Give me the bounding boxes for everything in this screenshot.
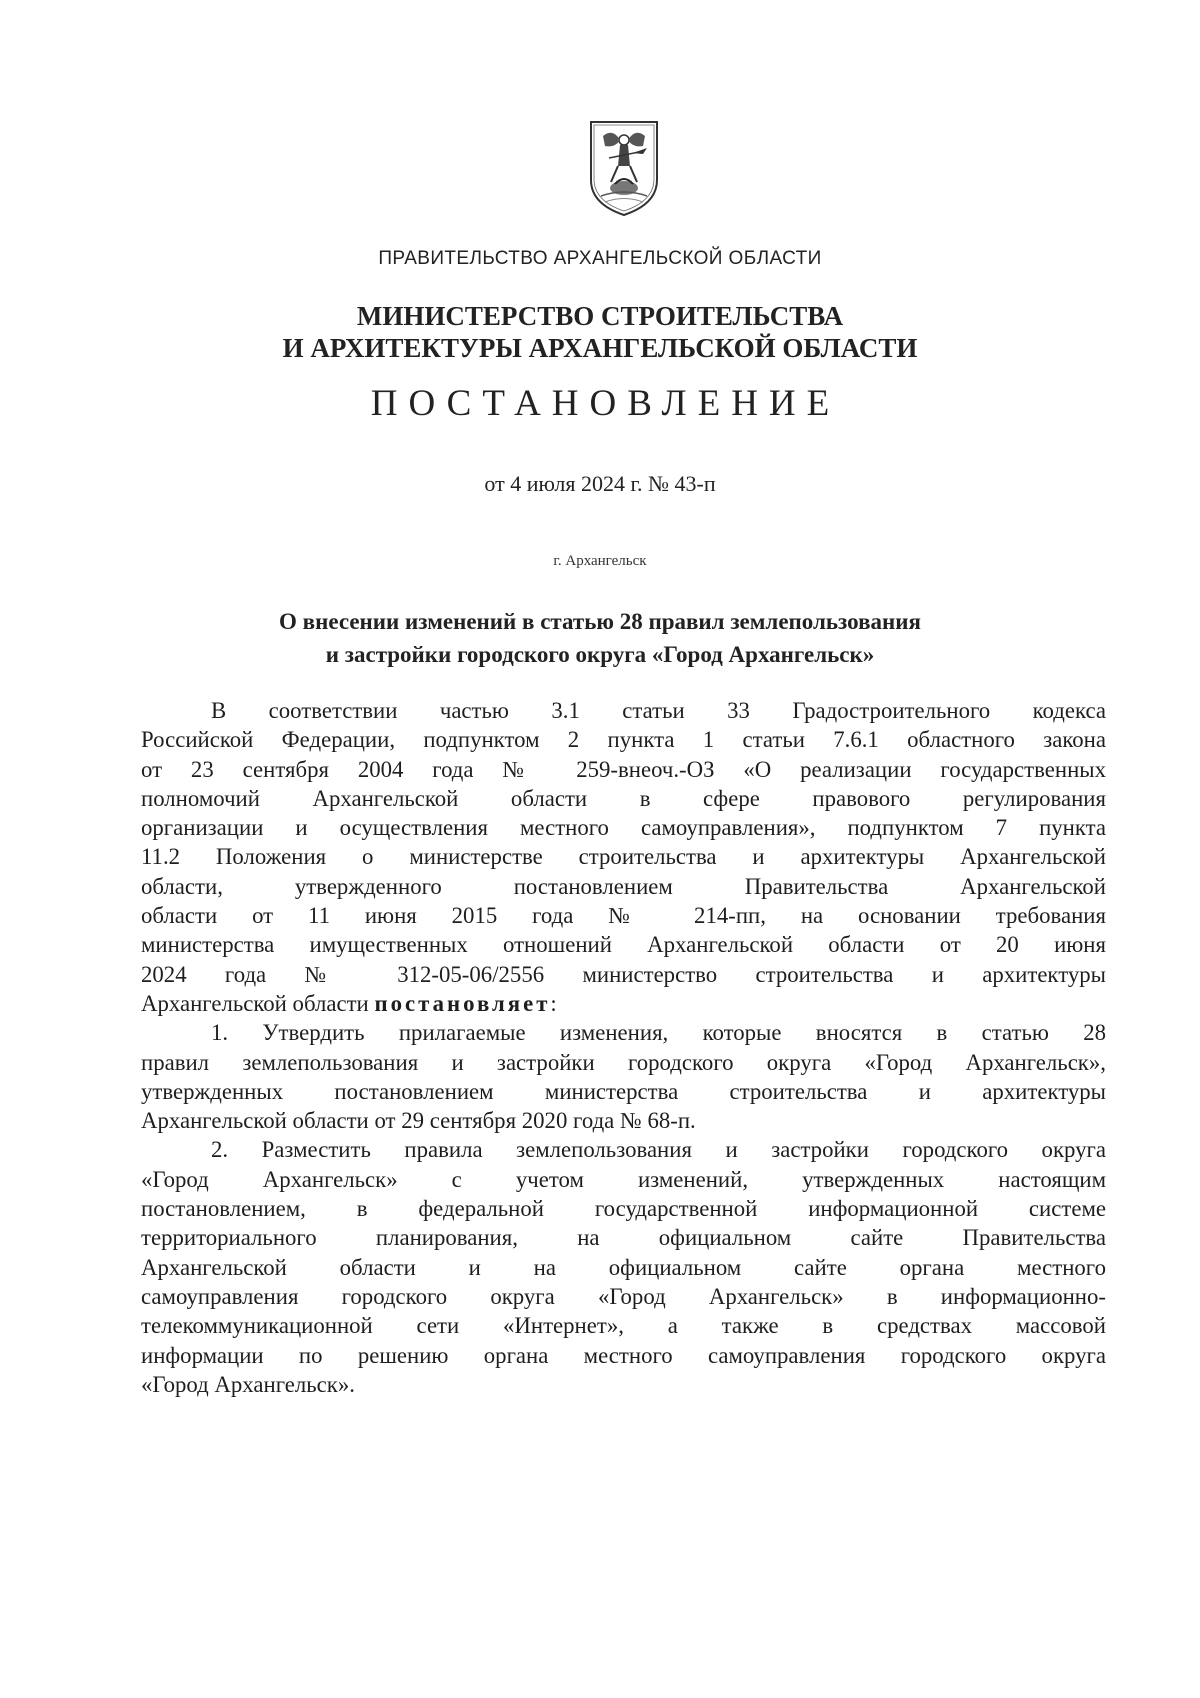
- subject-line2: и застройки городского округа «Город Архангельск»: [325, 642, 875, 667]
- resolves-suffix: :: [550, 990, 557, 1016]
- text-line: от 23 сентября 2004 года № 259-внеоч.-ОЗ «О реализации государственных: [141, 756, 1106, 782]
- text-line: «Город Архангельск».: [141, 1371, 355, 1397]
- text-line: правил землепользования и застройки городского округа «Город Архангельск»,: [141, 1049, 1106, 1075]
- government-name: ПРАВИТЕЛЬСТВО АРХАНГЕЛЬСКОЙ ОБЛАСТИ: [378, 248, 822, 269]
- preamble-paragraph: [141, 696, 1106, 1018]
- resolves-word: постановляет: [374, 990, 551, 1016]
- text-line: В соответствии частью 3.1 статьи 33 Градостроительного кодекса: [211, 698, 1106, 723]
- subject-line1: О внесении изменений в статью 28 правил землепользования: [279, 609, 921, 634]
- item-1-paragraph: [141, 1018, 1106, 1135]
- document-body: [141, 696, 1106, 1399]
- text-line: 2024 года № 312-05-06/2556 министерство строительства и архитектуры: [141, 961, 1106, 987]
- text-line: организации и осуществления местного самоуправления», подпунктом 7 пункта: [141, 815, 1106, 841]
- item-2-paragraph: [141, 1135, 1106, 1399]
- text-line: информации по решению органа местного самоуправления городского округа: [141, 1342, 1106, 1368]
- text-line: 1. Утвердить прилагаемые изменения, которые вносятся в статью 28: [211, 1020, 1106, 1046]
- text-line: Архангельской области от 29 сентября 2020 года № 68-п.: [141, 1108, 696, 1134]
- document-subject: [0, 605, 1200, 671]
- text-line-resolves: [141, 989, 1106, 1018]
- text-line: 2. Разместить правила землепользования и застройки городского округа: [211, 1137, 1106, 1163]
- text-line: министерства имущественных отношений Архангельской области от 20 июня: [141, 932, 1106, 958]
- text-line: «Город Архангельск» с учетом изменений, утвержденных настоящим: [141, 1166, 1106, 1192]
- text-line: утвержденных постановлением министерства строительства и архитектуры: [141, 1078, 1106, 1104]
- text-line: 11.2 Положения о министерстве строительства и архитектуры Архангельской: [141, 844, 1106, 870]
- text-line: самоуправления городского округа «Город Архангельск» в информационно-: [141, 1283, 1106, 1309]
- text-line: территориального планирования, на официальном сайте Правительства: [141, 1225, 1106, 1251]
- text-line: полномочий Архангельской области в сфере правового регулирования: [141, 785, 1106, 811]
- date-and-number: от 4 июля 2024 г. № 43-п: [484, 471, 716, 496]
- document-type-title: ПОСТАНОВЛЕНИЕ: [370, 383, 841, 424]
- text-line: телекоммуникационной сети «Интернет», а также в средствах массовой: [141, 1313, 1106, 1339]
- ministry-name: [0, 300, 1200, 364]
- city: г. Архангельск: [553, 553, 647, 569]
- text-line: области от 11 июня 2015 года № 214-пп, на основании требования: [141, 903, 1106, 929]
- text-line: Российской Федерации, подпунктом 2 пункта 1 статьи 7.6.1 областного закона: [141, 727, 1106, 753]
- resolves-prefix: Архангельской области: [141, 990, 375, 1016]
- text-line: Архангельской области и на официальном сайте органа местного: [141, 1254, 1106, 1280]
- text-line: постановлением, в федеральной государственной информационной системе: [141, 1196, 1106, 1222]
- text-line: области, утвержденного постановлением Правительства Архангельской: [141, 873, 1106, 899]
- ministry-name-line1: МИНИСТЕРСТВО СТРОИТЕЛЬСТВА: [356, 301, 844, 331]
- coat-of-arms-emblem: [587, 118, 661, 218]
- ministry-name-line2: И АРХИТЕКТУРЫ АРХАНГЕЛЬСКОЙ ОБЛАСТИ: [282, 333, 918, 363]
